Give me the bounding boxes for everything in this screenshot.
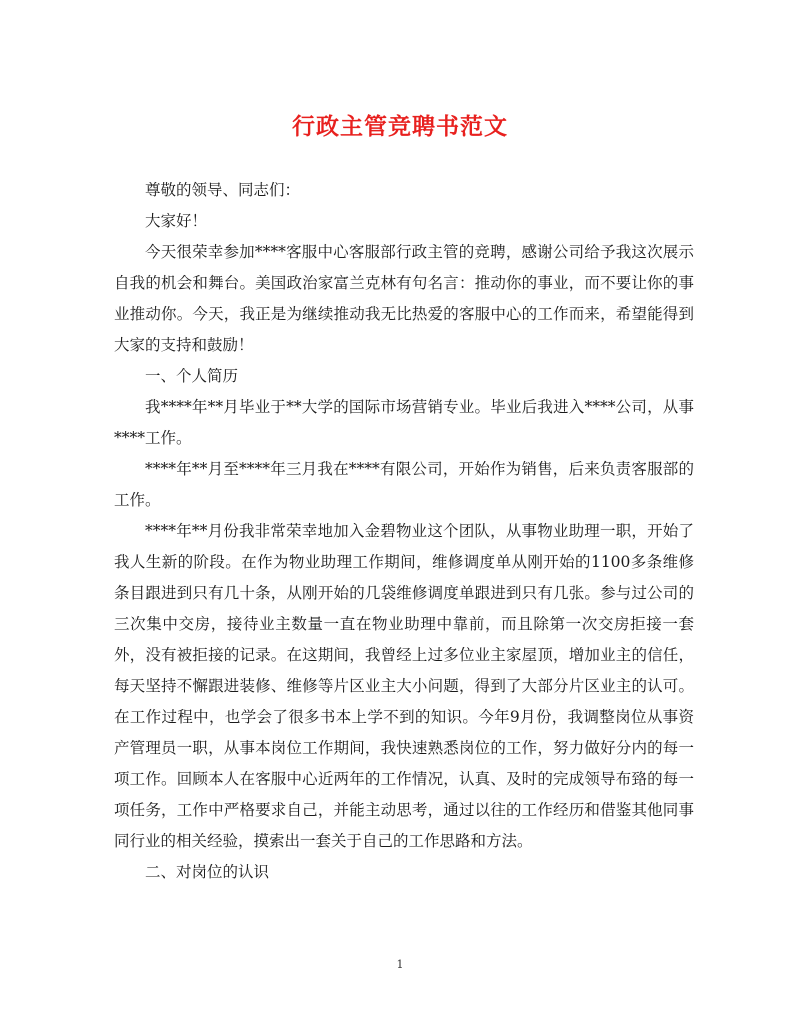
page-number: 1 xyxy=(396,958,404,971)
resume-paragraph-sales: ****年**月至****年三月我在****有限公司，开始作为销售，后来负责客服部的工作。 xyxy=(114,460,694,509)
greeting: 大家好！ xyxy=(145,212,208,230)
section-heading-resume: 一、个人简历 xyxy=(145,367,239,385)
section-heading-role: 二、对岗位的认识 xyxy=(145,863,270,881)
document-title: 行政主管竞聘书范文 xyxy=(292,113,508,140)
resume-paragraph-property: ****年**月份我非常荣幸地加入金碧物业这个团队，从事物业助理一职，开始了我人生新的阶段。在作为物业助理工作期间，维修调度单从刚开始的1100多条维修条目跟进到只有几十条，从刚开始的几袋维修调度单跟进到只有几张。参与过公司的三次集中交房，接待业主数量一直在物业助理中靠前，而且除第一次交房拒接一套外，没有被拒接的记录。在这期间，我曾经上过多位业主家屋顶，增加业主的信任，每天坚持不懈跟进装修、维修等片区业主大小问题，得到了大部分片区业主的认可。在工作过程中，也学会了很多书本上学不到的知识。今年9月份，我调整岗位从事资产管理员一职，从事本岗位工作期间，我快速熟悉岗位的工作，努力做好分内的每一项工作。回顾本人在客服中心近两年的工作情况，认真、及时的完成领导布臵的每一项任务，工作中严格要求自己，并能主动思考，通过以往的工作经历和借鉴其他同事同行业的相关经验，摸索出一套关于自己的工作思路和方法。 xyxy=(114,522,694,850)
intro-paragraph: 今天很荣幸参加****客服中心客服部行政主管的竞聘，感谢公司给予我这次展示自我的机会和舞台。美国政治家富兰克林有句名言：推动你的事业，而不要让你的事业推动你。今天，我正是为继续推动我无比热爱的客服中心的工作而来，希望能得到大家的支持和鼓励！ xyxy=(114,243,694,354)
salutation: 尊敬的领导、同志们： xyxy=(145,181,301,199)
resume-paragraph-education: 我****年**月毕业于**大学的国际市场营销专业。毕业后我进入****公司，从事****工作。 xyxy=(114,398,694,447)
document-body xyxy=(114,175,694,888)
